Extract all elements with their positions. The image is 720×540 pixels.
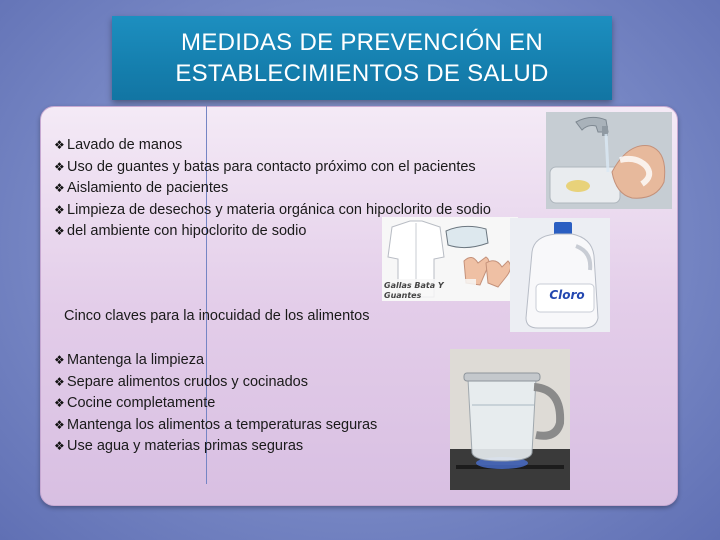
food-safety-keys-list: [54, 350, 377, 458]
list-item: [54, 135, 491, 157]
diamond-bullet-icon: ❖: [54, 417, 65, 432]
diamond-bullet-icon: ❖: [54, 396, 65, 411]
list-item: [54, 157, 491, 179]
diamond-bullet-icon: ❖: [54, 138, 65, 152]
slide-title-line-1: MEDIDAS DE PREVENCIÓN EN: [181, 29, 543, 56]
diamond-bullet-icon: ❖: [54, 224, 65, 239]
list-item-text: Cocine completamente: [67, 395, 216, 412]
list-item: [54, 415, 377, 437]
food-safety-subheading: Cinco claves para la inocuidad de los alimentos: [64, 308, 370, 324]
diamond-bullet-icon: ❖: [54, 374, 65, 389]
list-item-text: Mantenga la limpieza: [67, 352, 205, 368]
prevention-measures-list: [54, 135, 491, 243]
list-item-text: Separe alimentos crudos y cocinados: [67, 373, 308, 390]
list-item: [54, 372, 377, 394]
list-item-text: Use agua y materias primas seguras: [67, 438, 304, 455]
list-item: [54, 221, 491, 243]
bleach-bottle-photo: [510, 218, 610, 332]
boiling-kettle-photo: [450, 349, 570, 490]
list-item-text: del ambiente con hipoclorito de sodio: [67, 223, 307, 240]
list-item: [54, 436, 377, 458]
bleach-label: Cloro: [549, 288, 585, 302]
slide-title-line-2: ESTABLECIMIENTOS DE SALUD: [175, 60, 549, 87]
diamond-bullet-icon: ❖: [54, 181, 65, 196]
list-item-text: Uso de guantes y batas para contacto próximo con el pacientes: [67, 158, 476, 175]
diamond-bullet-icon: ❖: [54, 353, 65, 367]
list-item-text: Mantenga los alimentos a temperaturas seguras: [67, 416, 378, 433]
list-item-text: Aislamiento de pacientes: [67, 180, 229, 197]
list-item: [54, 393, 377, 415]
diamond-bullet-icon: ❖: [54, 439, 65, 454]
slide-title-box: [112, 16, 612, 100]
list-item: [54, 350, 377, 372]
list-item-text: Lavado de manos: [67, 137, 183, 153]
list-item-text: Limpieza de desechos y materia orgánica con hipoclorito de sodio: [67, 201, 491, 218]
handwashing-photo: [546, 112, 672, 209]
protective-equipment-caption: Gallas Bata Y Guantes: [384, 281, 444, 300]
list-item: [54, 178, 491, 200]
diamond-bullet-icon: ❖: [54, 159, 65, 174]
diamond-bullet-icon: ❖: [54, 202, 65, 217]
list-item: [54, 200, 491, 222]
